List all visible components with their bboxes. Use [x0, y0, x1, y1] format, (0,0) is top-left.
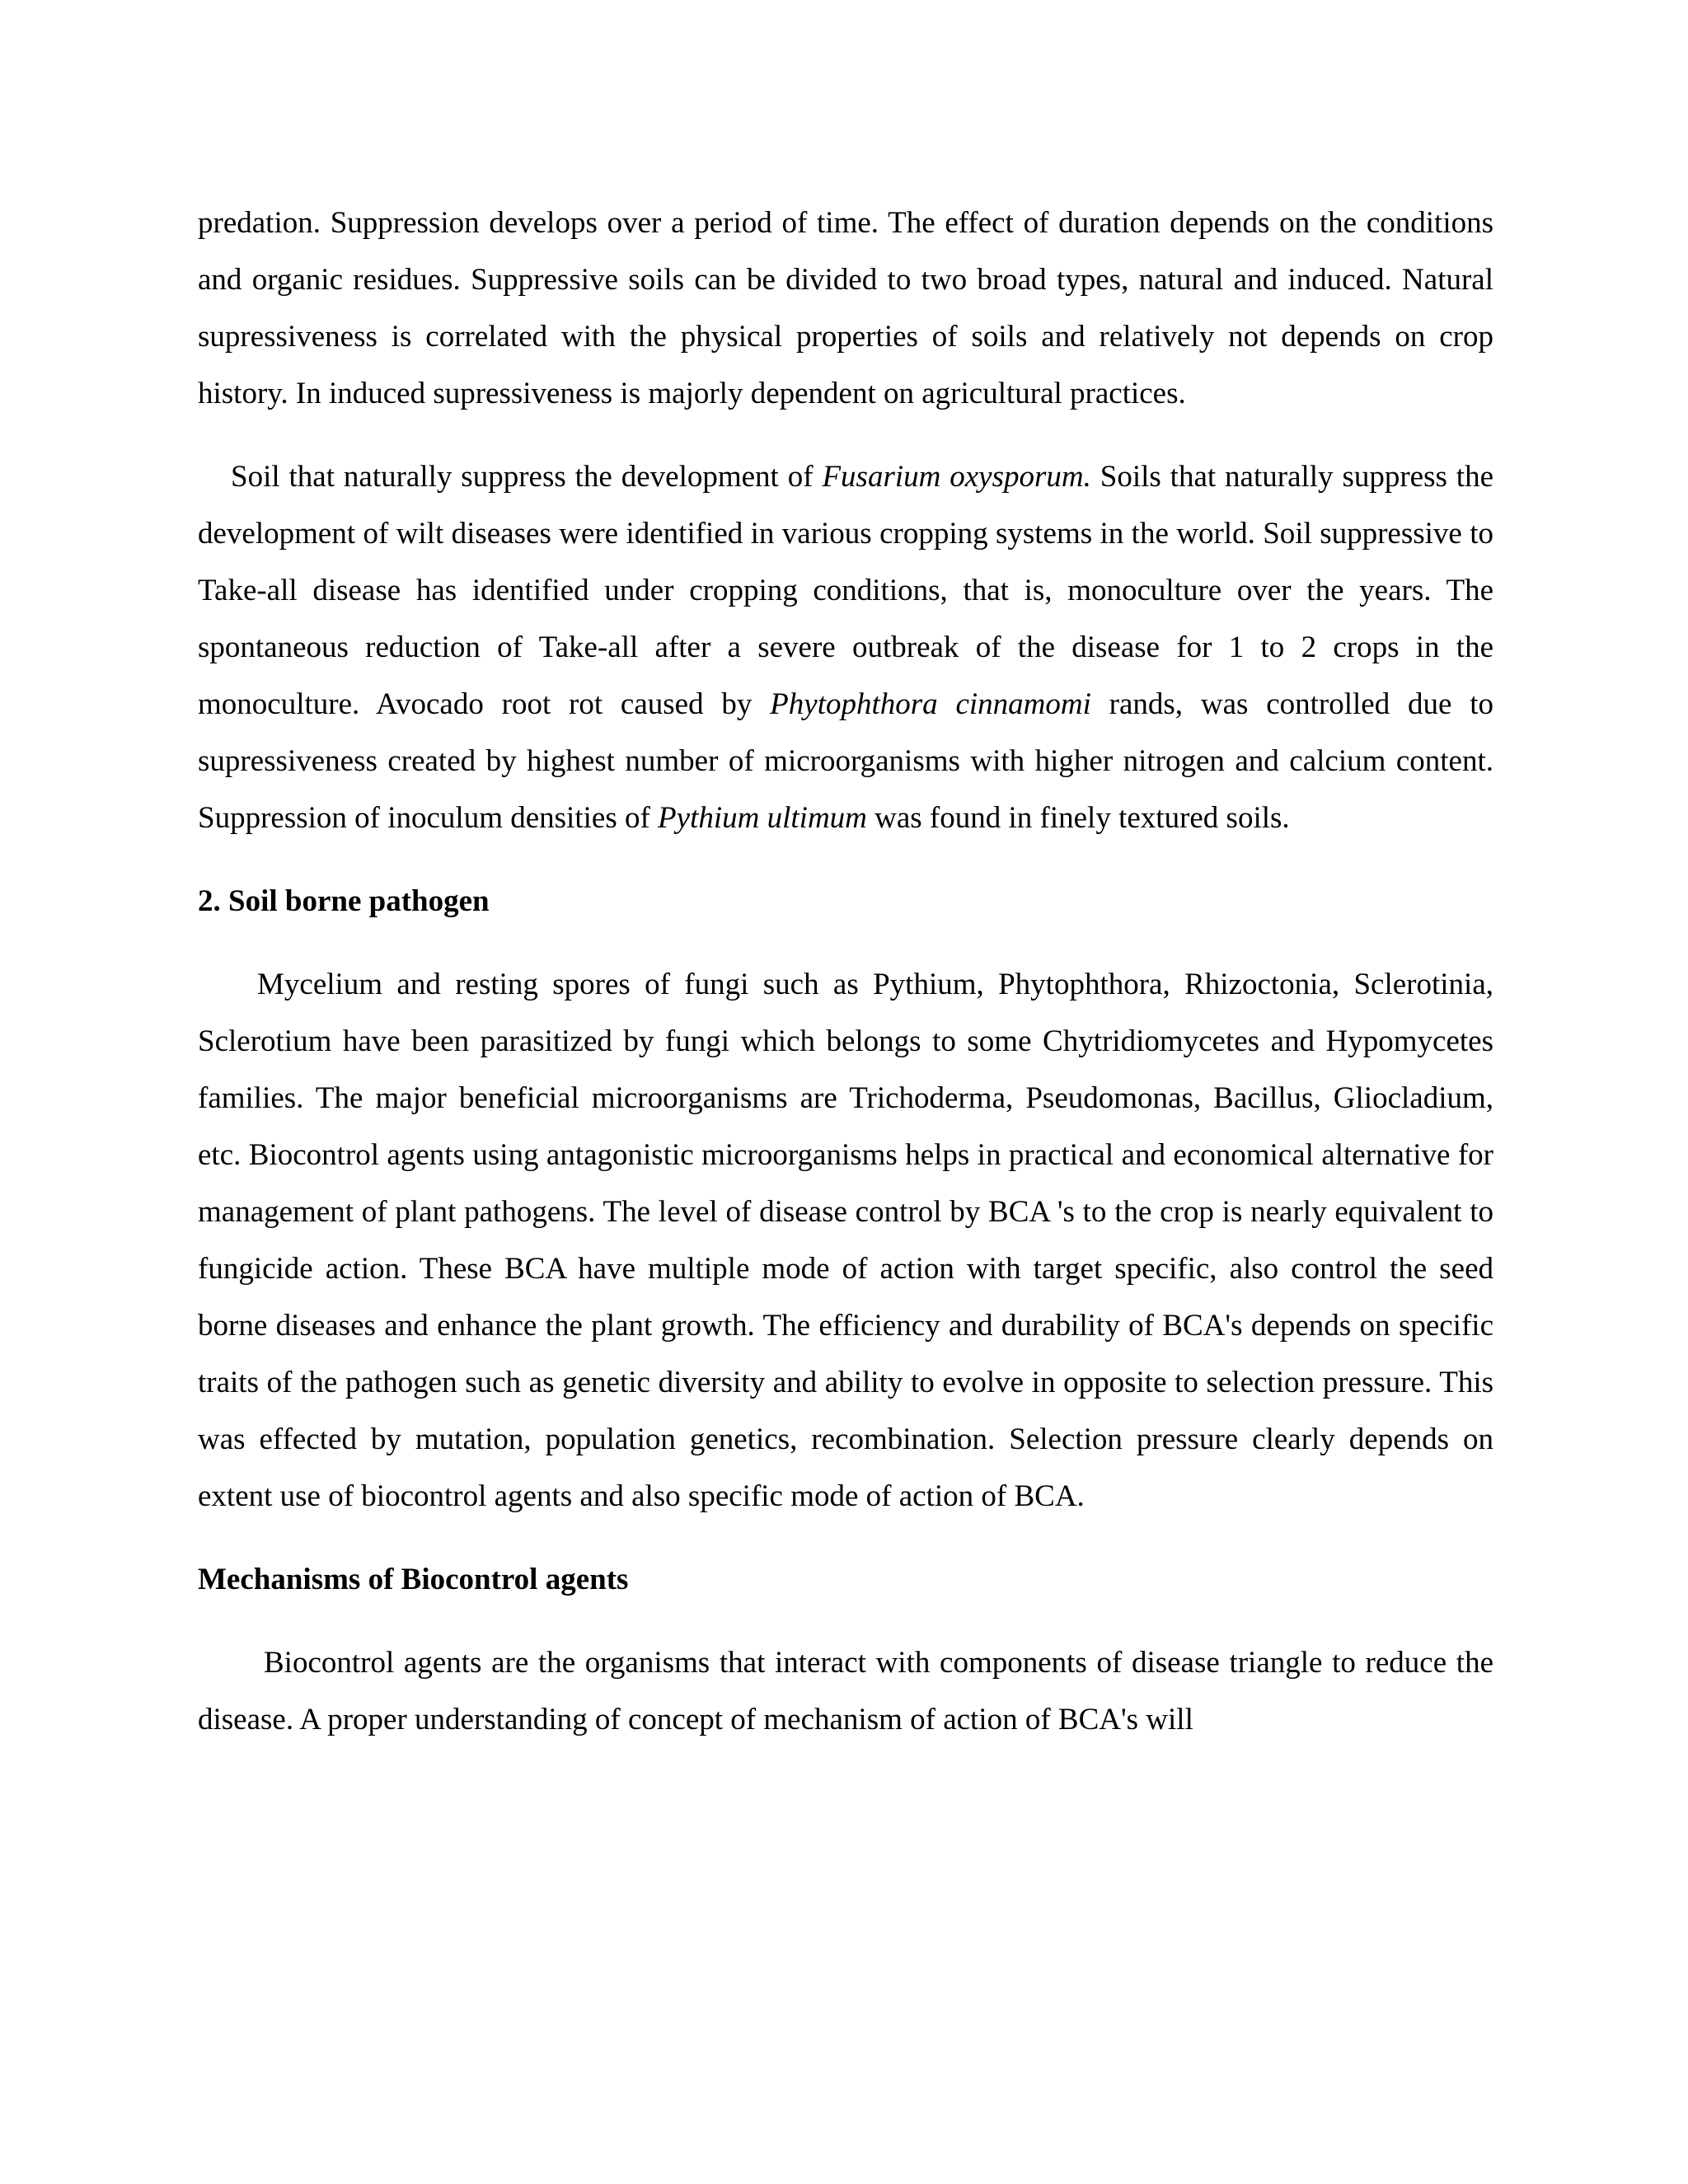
paragraph-text: rands, was controlled due to supressiveness created by highest number of microorganisms with higher nitrogen and calcium content. Suppression of inoculum densities of: [198, 687, 1493, 835]
species-name-phytophthora: Phytophthora cinnamomi: [770, 687, 1091, 721]
paragraph-mechanisms-intro: Biocontrol agents are the organisms that interact with components of disease triangle to reduce the disease. A proper understanding of concept of mechanism of action of BCA's will: [198, 1646, 1493, 1736]
species-name-pythium: Pythium ultimum: [658, 801, 867, 835]
paragraph-text: Soil that naturally suppress the development of: [231, 460, 823, 494]
section-heading-mechanisms: Mechanisms of Biocontrol agents: [198, 1563, 629, 1596]
species-name-fusarium: Fusarium oxysporum.: [822, 460, 1091, 494]
paragraph-suppression-intro: predation. Suppression develops over a period of time. The effect of duration depends on the conditions and organic residues. Suppressive soils can be divided to two broad types, natural and induced. Natural supressiveness is correlated with the physical properties of soils and relatively not depends on crop history. In induced supressiveness is majorly dependent on agricultural practices.: [198, 206, 1493, 410]
document-page: [198, 194, 1493, 1748]
paragraph-text: was found in finely textured soils.: [866, 801, 1290, 835]
paragraph-natural-suppressive-soils: [198, 448, 1493, 846]
paragraph-soil-borne-pathogen: Mycelium and resting spores of fungi such as Pythium, Phytophthora, Rhizoctonia, Sclerotinia, Sclerotium have been parasitized by fungi which belongs to some Chytridiomycetes and Hypomycetes families. The major beneficial microorganisms are Trichoderma, Pseudomonas, Bacillus, Gliocladium, etc. Biocontrol agents using antagonistic microorganisms helps in practical and economical alternative for management of plant pathogens. The level of disease control by BCA 's to the crop is nearly equivalent to fungicide action. These BCA have multiple mode of action with target specific, also control the seed borne diseases and enhance the plant growth. The efficiency and durability of BCA's depends on specific traits of the pathogen such as genetic diversity and ability to evolve in opposite to selection pressure. This was effected by mutation, population genetics, recombination. Selection pressure clearly depends on extent use of biocontrol agents and also specific mode of action of BCA.: [198, 968, 1493, 1513]
section-heading-soil-borne-pathogen: 2. Soil borne pathogen: [198, 884, 490, 918]
paragraph-text: Soils that naturally suppress the development of wilt diseases were identified in various cropping systems in the world. Soil suppressive to Take-all disease has identified under cropping conditions, that is, monoculture over the years. The spontaneous reduction of Take-all after a severe outbreak of the disease for 1 to 2 crops in the monoculture. Avocado root rot caused by: [198, 460, 1493, 721]
